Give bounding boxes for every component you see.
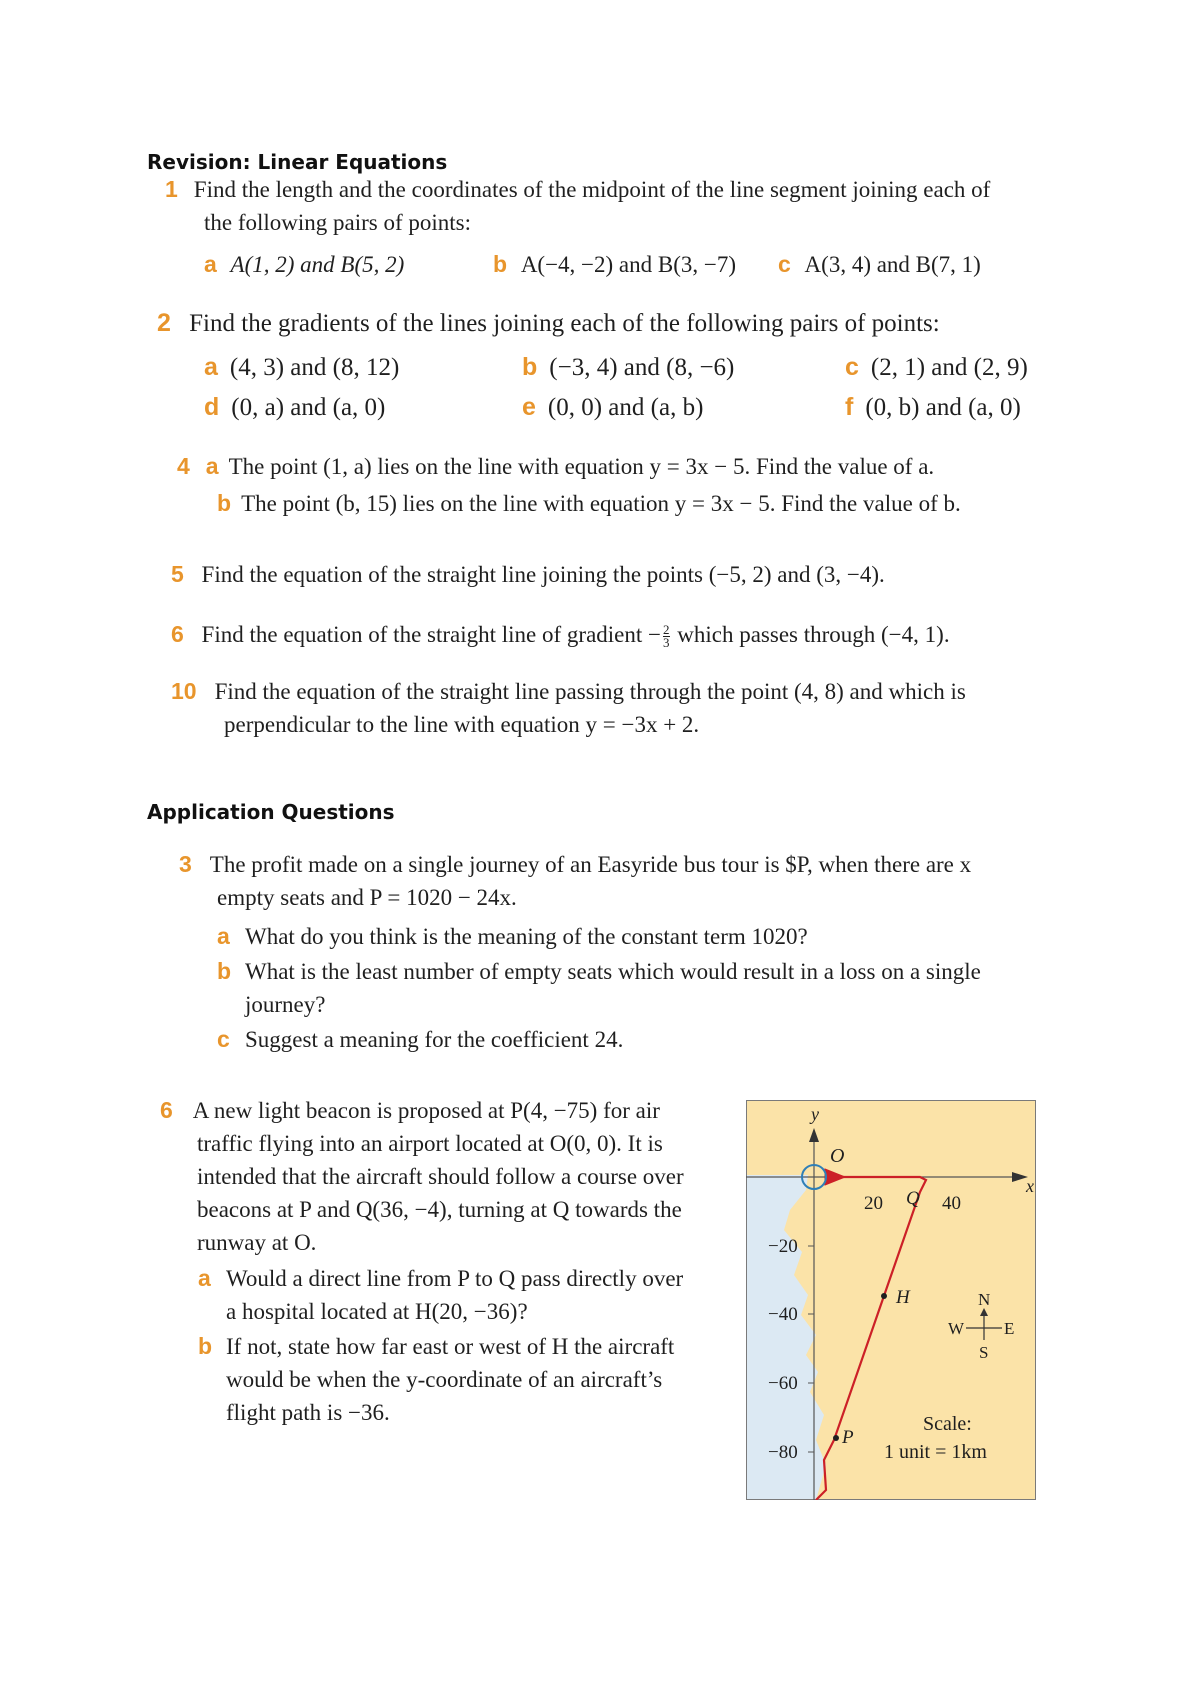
compass-n: N xyxy=(978,1290,991,1309)
scale-title: Scale: xyxy=(923,1413,972,1435)
compass-w: W xyxy=(948,1319,965,1338)
y-tick-label: −80 xyxy=(768,1442,798,1463)
q1-part-b: b A(−4, −2) and B(3, −7) xyxy=(493,251,737,277)
point-h-dot xyxy=(881,1293,887,1299)
q2-part-c: c (2, 1) and (2, 9) xyxy=(845,353,1028,381)
point-p-dot xyxy=(833,1435,839,1441)
x-axis-label: x xyxy=(1026,1176,1034,1196)
q1-part-a: a A(1, 2) and B(5, 2) xyxy=(204,251,405,277)
app-q6-part-b: b If not, state how far east or west of H the aircraft would be when the y-coordinate of an aircraft’s flight path is −36. xyxy=(198,1333,675,1425)
question-text: the following pairs of points: xyxy=(204,210,472,235)
question-text: perpendicular to the line with equation y = −3x + 2. xyxy=(224,712,700,737)
x-tick-label: 20 xyxy=(864,1193,883,1214)
q2-part-f: f (0, b) and (a, 0) xyxy=(845,393,1021,421)
question-number: 10 xyxy=(171,678,197,704)
question-4: 4 a The point (1, a) lies on the line with equation y = 3x − 5. Find the value of a. b The point (b, 15) lies on the line with equation y = 3x − 5. Find the value of b. xyxy=(177,450,961,520)
application-title: Application Questions xyxy=(147,800,395,824)
question-number: 5 xyxy=(171,561,184,587)
y-tick-label: −40 xyxy=(768,1304,798,1325)
app-q6-part-a: a Would a direct line from P to Q pass directly over a hospital located at H(20, −36)? xyxy=(198,1265,684,1324)
question-text: Find the length and the coordinates of the midpoint of the line segment joining each of xyxy=(193,177,991,202)
flight-path-map xyxy=(746,1100,1036,1500)
question-number: 3 xyxy=(179,851,192,877)
question-number: 6 xyxy=(160,1097,173,1123)
q2-part-a: a (4, 3) and (8, 12) xyxy=(204,353,400,381)
y-axis-label: y xyxy=(811,1104,819,1124)
app-q3-part-c: c Suggest a meaning for the coefficient 24. xyxy=(217,1026,624,1052)
question-text: Find the equation of the straight line joining the points (−5, 2) and (3, −4). xyxy=(201,562,885,587)
compass-s: S xyxy=(979,1343,989,1362)
point-p-label: P xyxy=(842,1427,854,1448)
question-number: 6 xyxy=(171,621,184,647)
q2-part-e: e (0, 0) and (a, b) xyxy=(522,393,704,421)
scale-text: 1 unit = 1km xyxy=(884,1441,987,1463)
fraction: $\frac{2}{3}$ xyxy=(663,622,670,651)
question-text: The profit made on a single journey of an Easyride bus tour is $P, when there are x xyxy=(209,852,972,877)
application-question-6: 6 A new light beacon is proposed at P(4, −75) for air traffic flying into an airport located at O(0, 0). It is intended that the aircraft should follow a course over beacons at P and Q(36, −4), turning at Q towards the runway at O. xyxy=(160,1094,684,1259)
revision-title: Revision: Linear Equations xyxy=(147,150,448,174)
question-number: 2 xyxy=(157,309,171,337)
question-6: 6 Find the equation of the straight line of gradient − $\frac{2}{3}$ which passes through (−4, 1). xyxy=(171,621,950,651)
question-text: empty seats and P = 1020 − 24x. xyxy=(217,885,517,910)
question-number: 4 xyxy=(177,453,190,479)
question-text: The point (1, a) lies on the line with equation y = 3x − 5. Find the value of a. xyxy=(228,454,935,479)
y-tick-label: −20 xyxy=(768,1236,798,1257)
point-h-label: H xyxy=(896,1287,910,1308)
application-question-3 xyxy=(179,848,971,914)
app-q3-part-a: a What do you think is the meaning of the constant term 1020? xyxy=(217,923,808,949)
question-5 xyxy=(171,558,885,591)
question-text: Find the equation of the straight line passing through the point (4, 8) and which is xyxy=(214,679,966,704)
compass-e: E xyxy=(1004,1319,1015,1338)
question-text: Find the gradients of the lines joining each of the following pairs of points: xyxy=(189,310,940,337)
app-q3-part-b: b What is the least number of empty seats which would result in a loss on a single journey? xyxy=(217,958,981,1017)
question-2 xyxy=(157,309,940,338)
q1-part-c: c A(3, 4) and B(7, 1) xyxy=(778,251,981,277)
q2-part-d: d (0, a) and (a, 0) xyxy=(204,393,386,421)
x-tick-label: 40 xyxy=(942,1193,961,1214)
y-tick-label: −60 xyxy=(768,1373,798,1394)
question-number: 1 xyxy=(165,176,178,202)
question-10 xyxy=(171,675,966,741)
question-text: The point (b, 15) lies on the line with equation y = 3x − 5. Find the value of b. xyxy=(241,491,961,516)
q2-part-b: b (−3, 4) and (8, −6) xyxy=(522,353,735,381)
question-1 xyxy=(165,173,990,239)
point-q-label: Q xyxy=(906,1188,920,1209)
origin-label: O xyxy=(830,1145,845,1167)
